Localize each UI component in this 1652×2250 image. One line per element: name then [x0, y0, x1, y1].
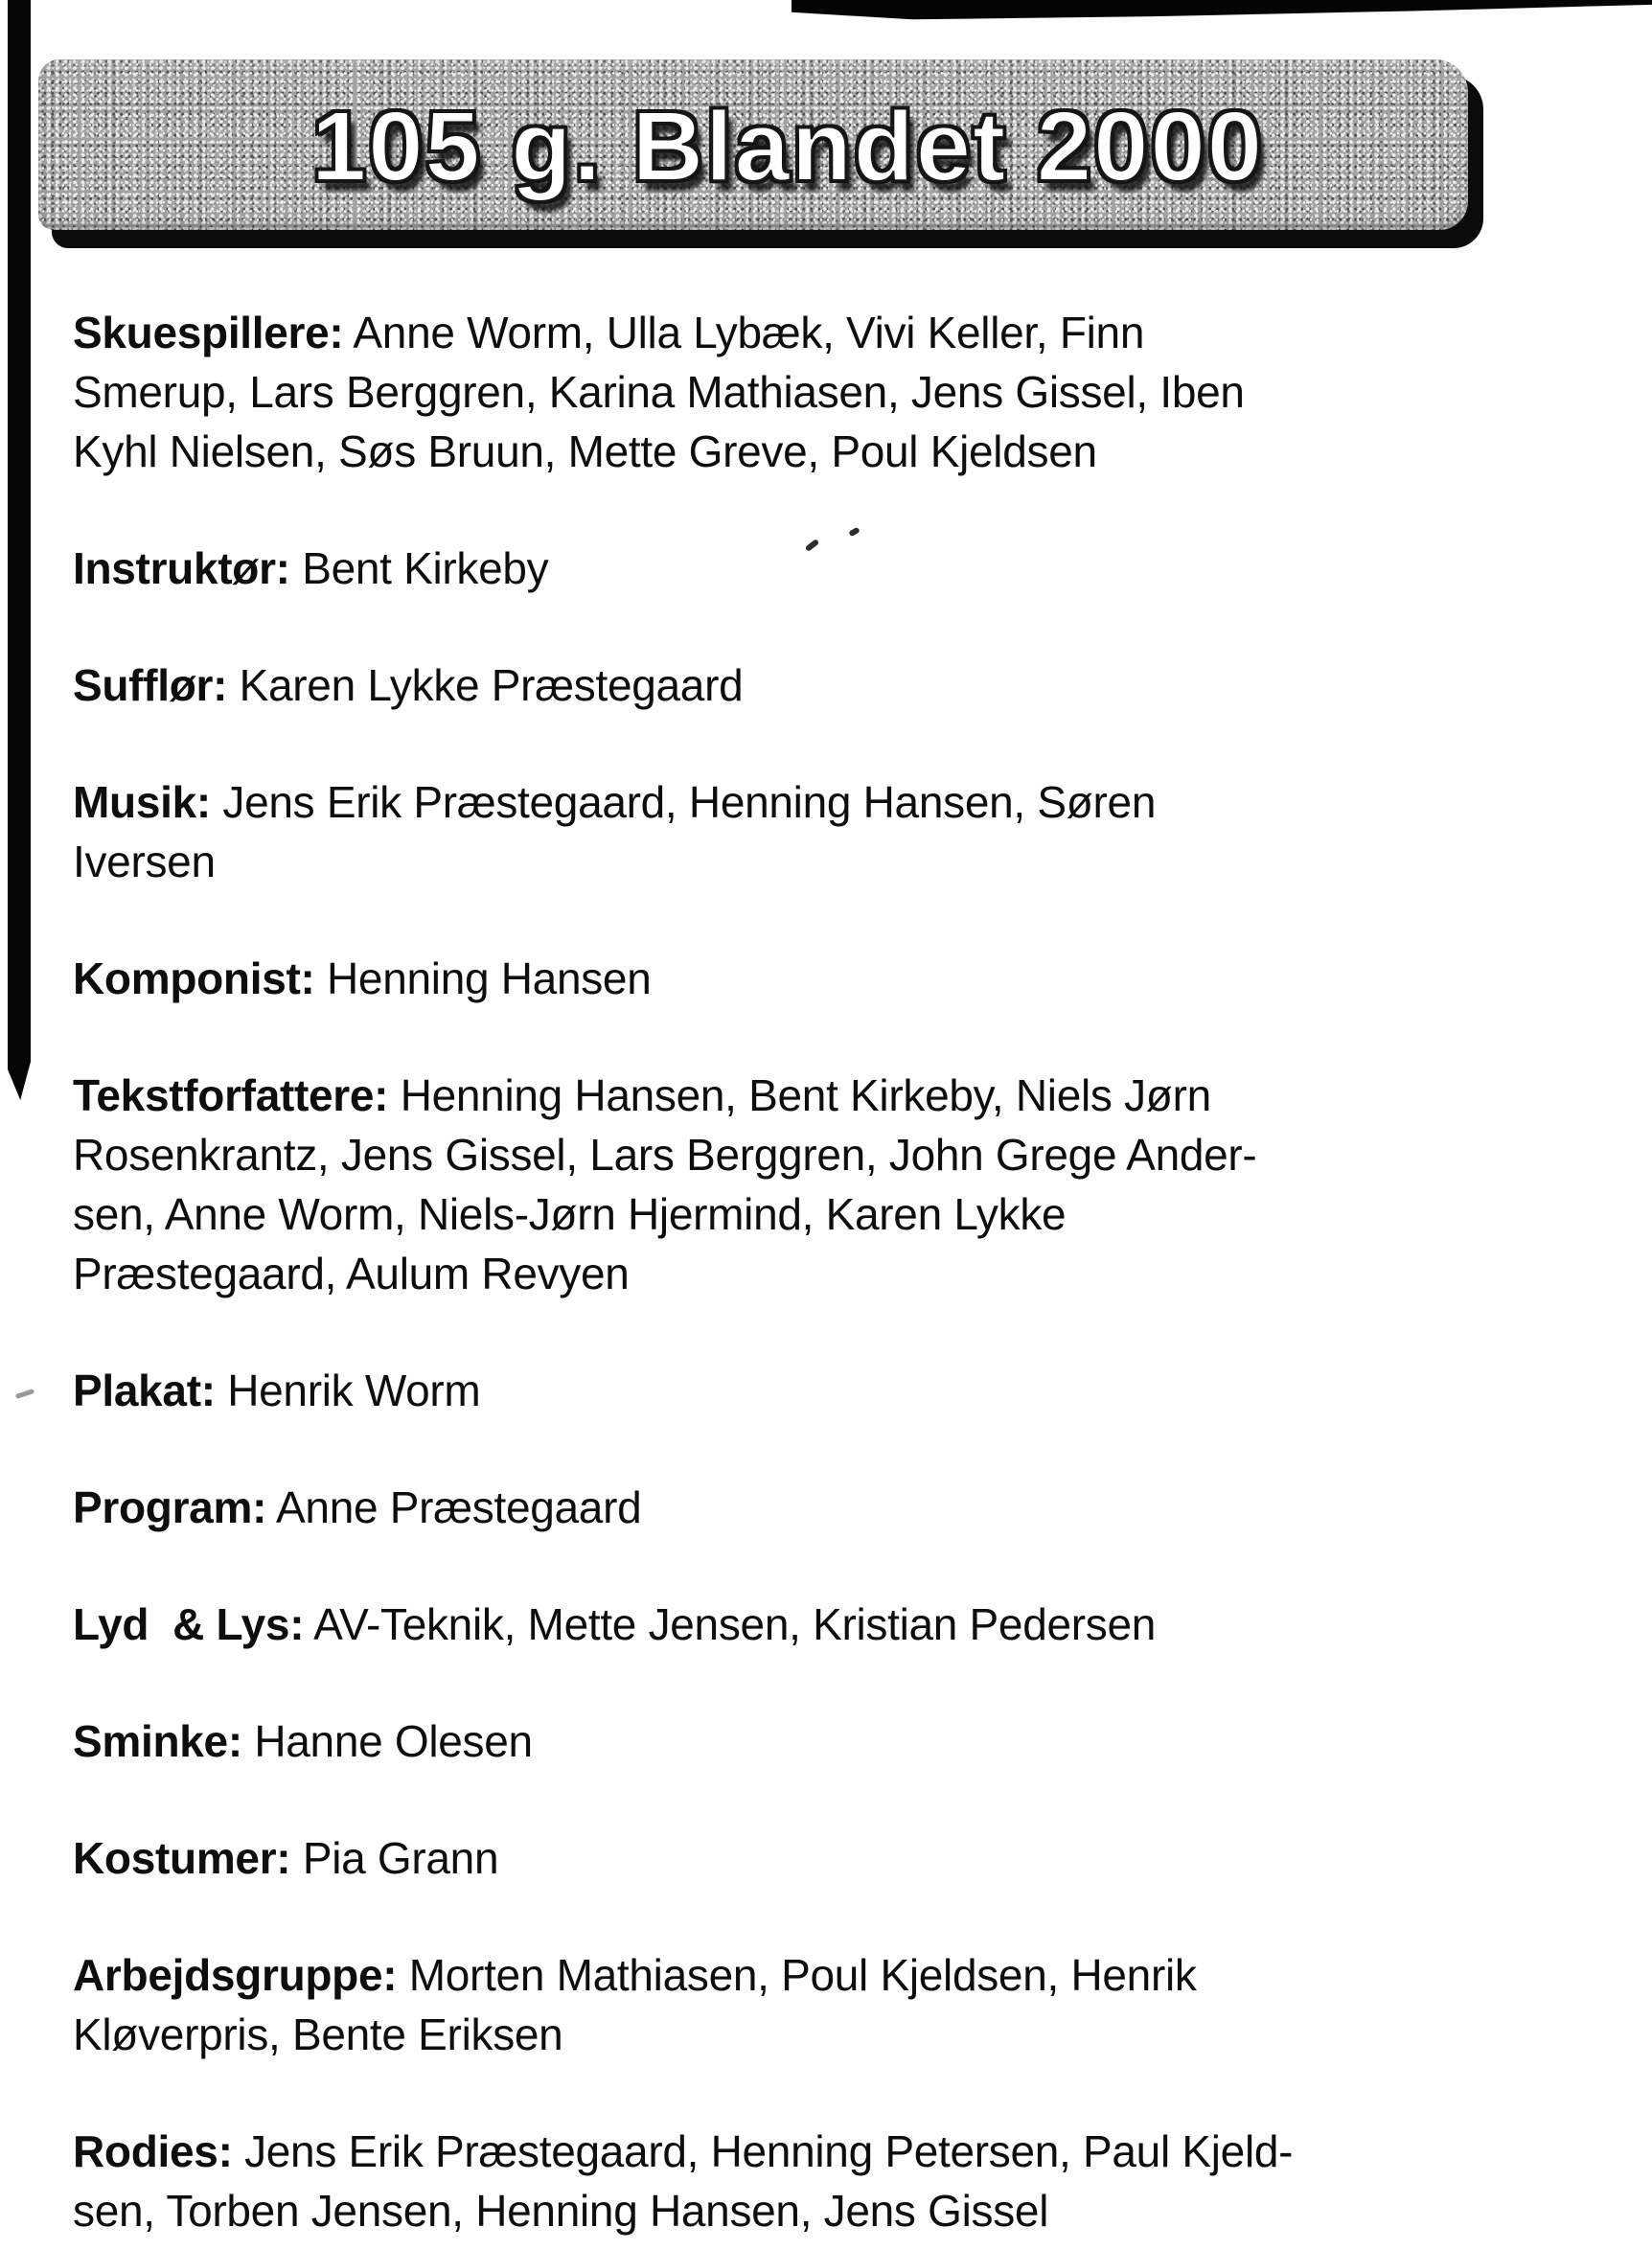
credit-row-arbejdsgruppe: [73, 1945, 1618, 2064]
credit-label: Sminke:: [73, 1716, 242, 1766]
credit-line: [73, 1711, 1618, 1771]
credit-line: [73, 832, 1618, 891]
credit-value: Morten Mathiasen, Poul Kjeldsen, Henrik: [408, 1950, 1197, 2000]
credit-line: [73, 422, 1618, 481]
credit-label: Musik:: [73, 777, 211, 827]
credit-row-musik: [73, 772, 1618, 891]
credit-value: Kyhl Nielsen, Søs Bruun, Mette Greve, Poul Kjeldsen: [73, 426, 1097, 476]
credit-line: [73, 1066, 1618, 1125]
credit-value: Henrik Worm: [227, 1366, 481, 1415]
credit-row-tekstforfattere: [73, 1066, 1618, 1303]
credits-list: [73, 303, 1618, 2250]
credit-label: Skuespillere:: [73, 308, 344, 357]
scan-artifact-top-edge: [792, 0, 1652, 21]
credit-line: [73, 539, 1618, 598]
credit-row-rodies: [73, 2122, 1618, 2240]
credit-line: [73, 1595, 1618, 1654]
credit-value: Iversen: [73, 837, 216, 886]
credit-value: Anne Præstegaard: [276, 1482, 642, 1532]
title-banner: [38, 59, 1468, 230]
credit-row-lyd-lys: [73, 1595, 1618, 1654]
credit-value: Præstegaard, Aulum Revyen: [73, 1249, 630, 1298]
credit-row-plakat: [73, 1361, 1618, 1420]
credit-value: Smerup, Lars Berggren, Karina Mathiasen, Jens Gissel, Iben: [73, 367, 1245, 417]
credit-line: [73, 655, 1618, 715]
credit-row-skuespillere: [73, 303, 1618, 481]
credit-value: Henning Hansen: [327, 953, 652, 1003]
credit-value: AV-Teknik, Mette Jensen, Kristian Pedersen: [313, 1599, 1157, 1649]
credit-line: [73, 1478, 1618, 1537]
credit-line: [73, 362, 1618, 422]
credit-label: Program:: [73, 1482, 267, 1532]
credit-line: [73, 1828, 1618, 1888]
credit-line: [73, 1361, 1618, 1420]
credit-line: [73, 1184, 1618, 1244]
credit-row-program: [73, 1478, 1618, 1537]
credit-value: Jens Erik Præstegaard, Henning Petersen, Paul Kjeld-: [244, 2126, 1294, 2176]
credit-label: Rodies:: [73, 2126, 233, 2176]
credit-row-kostumer: [73, 1828, 1618, 1888]
credit-line: [73, 1244, 1618, 1303]
credit-label: Plakat:: [73, 1366, 216, 1415]
credit-row-sufflor: [73, 655, 1618, 715]
credit-line: [73, 949, 1618, 1008]
credit-line: [73, 303, 1618, 362]
credit-label: Arbejdsgruppe:: [73, 1950, 398, 2000]
credit-value: Karen Lykke Præstegaard: [239, 660, 744, 710]
credit-label: Komponist:: [73, 953, 315, 1003]
credit-line: [73, 1125, 1618, 1184]
credit-label: Lyd & Lys:: [73, 1599, 305, 1649]
credit-value: Jens Erik Præstegaard, Henning Hansen, Søren: [222, 777, 1157, 827]
credit-label: Kostumer:: [73, 1833, 291, 1883]
credit-line: [73, 1945, 1618, 2005]
credit-value: sen, Anne Worm, Niels-Jørn Hjermind, Karen Lykke: [73, 1189, 1067, 1239]
credit-line: [73, 772, 1618, 832]
credit-value: Anne Worm, Ulla Lybæk, Vivi Keller, Finn: [353, 308, 1145, 357]
credit-label: Tekstforfattere:: [73, 1070, 389, 1120]
credit-value: Rosenkrantz, Jens Gissel, Lars Berggren, John Grege Ander-: [73, 1130, 1257, 1180]
credit-value: Hanne Olesen: [254, 1716, 533, 1766]
credit-line: [73, 2181, 1618, 2240]
credit-label: Sufflør:: [73, 660, 228, 710]
credit-value: Kløverpris, Bente Eriksen: [73, 2009, 563, 2059]
credit-label: Instruktør:: [73, 543, 290, 593]
credit-value: Bent Kirkeby: [302, 543, 549, 593]
credit-value: sen, Torben Jensen, Henning Hansen, Jens Gissel: [73, 2186, 1049, 2236]
scan-artifact-left-bar: [8, 0, 31, 1100]
credit-row-sminke: [73, 1711, 1618, 1771]
credit-line: [73, 2122, 1618, 2181]
page-title: 105 g. Blandet 2000: [310, 91, 1265, 201]
credit-value: Henning Hansen, Bent Kirkeby, Niels Jørn: [400, 1070, 1211, 1120]
credit-row-komponist: [73, 949, 1618, 1008]
credit-value: Pia Grann: [302, 1833, 499, 1883]
scan-speck: [15, 1389, 35, 1399]
credit-row-instruktor: [73, 539, 1618, 598]
credit-line: [73, 2005, 1618, 2064]
